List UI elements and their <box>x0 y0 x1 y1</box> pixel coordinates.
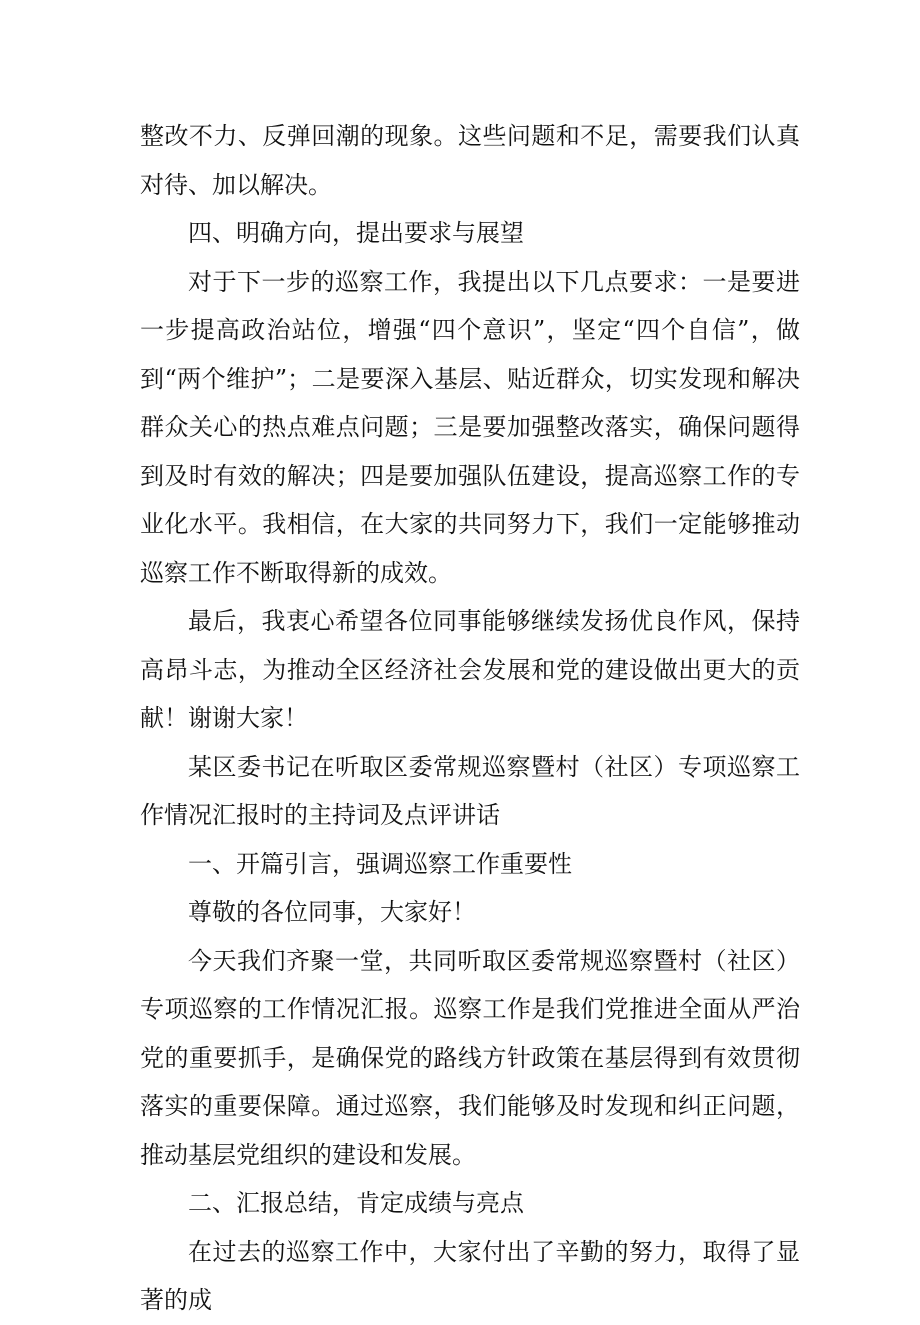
paragraph-achievements: 在过去的巡察工作中，大家付出了辛勤的努力，取得了显著的成 <box>140 1237 800 1314</box>
paragraph-continuation: 整改不力、反弹回潮的现象。这些问题和不足，需要我们认真对待、加以解决。 <box>140 122 800 199</box>
section-heading-2: 二、汇报总结，肯定成绩与亮点 <box>188 1189 524 1217</box>
speech-title: 某区委书记在听取区委常规巡察暨村（社区）专项巡察工作情况汇报时的主持词及点评讲话 <box>140 752 800 829</box>
paragraph-requirements: 对于下一步的巡察工作，我提出以下几点要求：一是要进一步提高政治站位，增强“四个意识”，坚定“四个自信”，做到“两个维护”；二是要深入基层、贴近群众，切实发现和解决群众关心的热点难点问题；三是要加强整改落实，确保问题得到及时有效的解决；四是要加强队伍建设，提高巡察工作的专业化水平。我相信，在大家的共同努力下，我们一定能够推动巡察工作不断取得新的成效。 <box>140 267 800 587</box>
section-heading-4: 四、明确方向，提出要求与展望 <box>188 219 524 247</box>
paragraph-closing: 最后，我衷心希望各位同事能够继续发扬优良作风，保持高昂斗志，为推动全区经济社会发展和党的建设做出更大的贡献！谢谢大家！ <box>140 607 800 732</box>
section-heading-1: 一、开篇引言，强调巡察工作重要性 <box>188 849 572 878</box>
greeting: 尊敬的各位同事，大家好！ <box>188 898 476 926</box>
paragraph-introduction: 今天我们齐聚一堂，共同听取区委常规巡察暨村（社区）专项巡察的工作情况汇报。巡察工作是我们党推进全面从严治党的重要抓手，是确保党的路线方针政策在基层得到有效贯彻落实的重要保障。通过巡察，我们能够及时发现和纠正问题，推动基层党组织的建设和发展。 <box>140 946 800 1169</box>
document-body <box>140 112 800 1325</box>
